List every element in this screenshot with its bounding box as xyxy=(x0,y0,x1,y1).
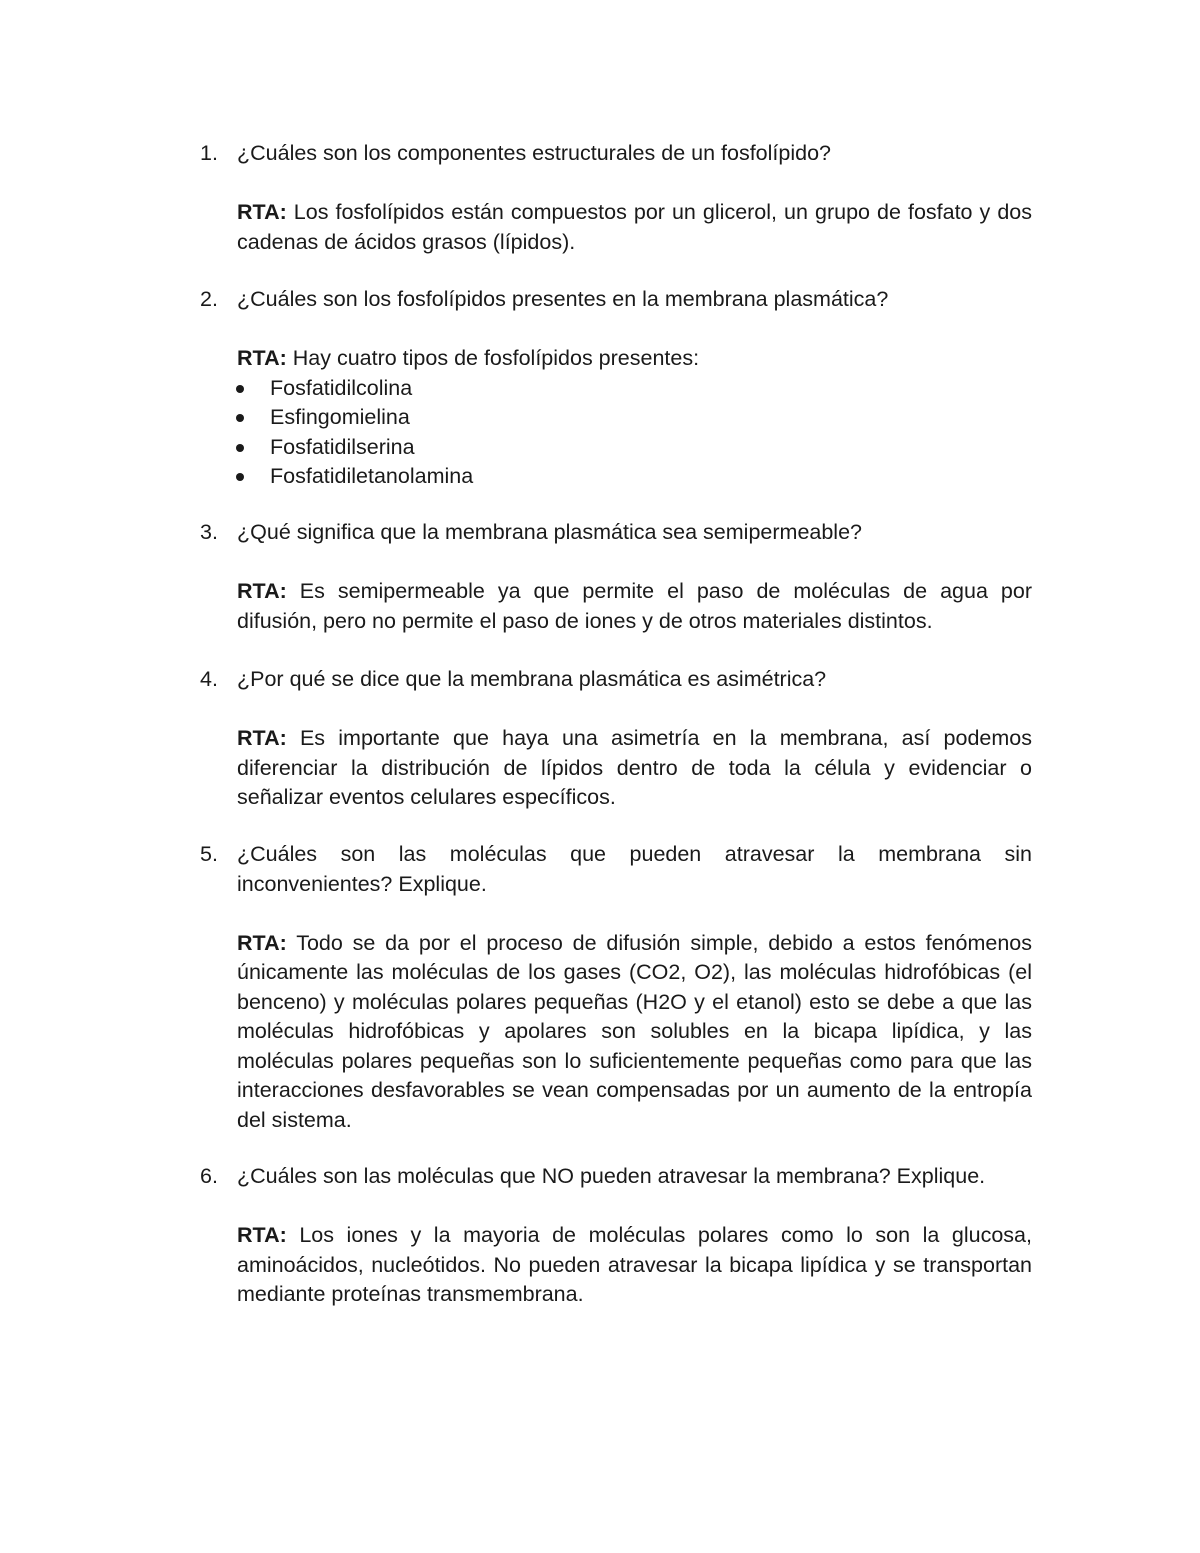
answer-block xyxy=(237,577,1032,636)
question-5 xyxy=(200,840,1032,1135)
answer-text: Es importante que haya una asimetría en la membrana, así podemos diferenciar la distribución de lípidos dentro de toda la célula y evidenciar o señalizar eventos celulares específicos. xyxy=(237,726,1032,809)
question-number: 1. xyxy=(200,141,218,165)
answer-block xyxy=(237,929,1032,1136)
answer-block xyxy=(237,1221,1032,1310)
question-number: 2. xyxy=(200,287,218,311)
question-number: 4. xyxy=(200,667,218,691)
bullet-icon xyxy=(236,385,244,393)
question-text: ¿Cuáles son los fosfolípidos presentes en la membrana plasmática? xyxy=(237,287,889,311)
question-3 xyxy=(200,518,1032,636)
answer-text: Hay cuatro tipos de fosfolípidos presentes: xyxy=(286,346,700,370)
question-text: ¿Cuáles son las moléculas que NO pueden atravesar la membrana? Explique. xyxy=(237,1164,986,1188)
list-item xyxy=(200,462,1032,492)
list-item xyxy=(200,374,1032,404)
rta-label: RTA: xyxy=(237,200,287,224)
answer-text: Es semipermeable ya que permite el paso de moléculas de agua por difusión, pero no permite el paso de iones y de otros materiales distintos. xyxy=(237,579,1032,633)
rta-label: RTA: xyxy=(237,930,287,955)
list-item xyxy=(200,433,1032,463)
answer-text: Todo se da por el proceso de difusión simple, debido a estos fenómenos únicamente las moléculas de los gases (CO2, O2), las moléculas hidrofóbicas (el benceno) y moléculas polares pequeñas (H2O y el etanol) esto se debe a que las moléculas hidrofóbicas y apolares son solubles en la bicapa lipídica, y las moléculas polares pequeñas son lo suficientemente pequeñas como para que las interacciones desfavorables se vean compensadas por un aumento de la entropía del sistema. xyxy=(237,930,1032,1132)
list-item-label: Esfingomielina xyxy=(270,405,410,429)
list-item-label: Fosfatidilcolina xyxy=(270,375,413,400)
list-item xyxy=(200,403,1032,433)
rta-label: RTA: xyxy=(237,726,287,750)
question-number: 6. xyxy=(200,1164,218,1188)
question-1 xyxy=(200,139,1032,257)
rta-label: RTA: xyxy=(237,1223,287,1247)
phospholipid-list xyxy=(200,374,1032,492)
rta-label: RTA: xyxy=(237,579,287,603)
rta-label: RTA: xyxy=(237,346,287,370)
answer-text: Los fosfolípidos están compuestos por un glicerol, un grupo de fosfato y dos cadenas de ácidos grasos (lípidos). xyxy=(237,200,1032,254)
question-text: ¿Cuáles son los componentes estructurales de un fosfolípido? xyxy=(237,141,831,165)
question-text: ¿Cuáles son las moléculas que pueden atravesar la membrana sin inconvenientes? Explique. xyxy=(237,842,1032,896)
bullet-icon xyxy=(236,414,244,422)
answer-text: Los iones y la mayoria de moléculas polares como lo son la glucosa, aminoácidos, nucleótidos. No pueden atravesar la bicapa lipídica y se transportan mediante proteínas transmembrana. xyxy=(237,1223,1032,1306)
bullet-icon xyxy=(236,444,244,452)
question-2 xyxy=(200,285,1032,492)
answer-block xyxy=(237,198,1032,257)
bullet-icon xyxy=(236,473,244,481)
answer-block xyxy=(237,724,1032,813)
question-text: ¿Por qué se dice que la membrana plasmática es asimétrica? xyxy=(237,667,827,691)
question-text: ¿Qué significa que la membrana plasmática sea semipermeable? xyxy=(237,520,863,544)
list-item-label: Fosfatidiletanolamina xyxy=(270,464,474,488)
question-6 xyxy=(200,1162,1032,1310)
question-number: 3. xyxy=(200,520,218,544)
list-item-label: Fosfatidilserina xyxy=(270,434,415,459)
answer-block xyxy=(237,344,1032,374)
question-number: 5. xyxy=(200,842,218,866)
question-4 xyxy=(200,665,1032,813)
